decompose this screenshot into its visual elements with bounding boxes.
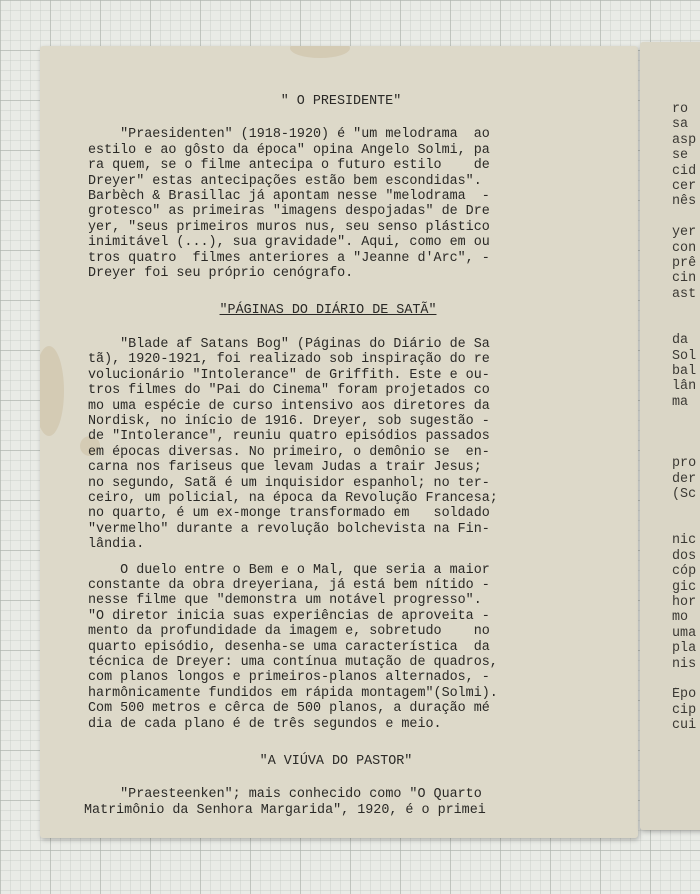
fragment-line: sa (672, 117, 689, 133)
text-line: "Praesidenten" (1918-1920) é "um melodrama ao (88, 127, 490, 143)
fragment-line: ast (672, 286, 697, 302)
fragment-line: hor (672, 595, 697, 610)
text-line: ceiro, um policial, na época da Revolução Francesa; (88, 490, 498, 506)
next-page-fragments (672, 102, 700, 734)
fragment-line (672, 210, 700, 225)
text-line: grotesco" as primeiras "imagens despojadas" de Dre (88, 204, 490, 220)
fragment-line: asp (672, 132, 697, 148)
text-line: Dreyer" estas antecipações estão bem escondidas". (88, 173, 482, 189)
page-text (84, 94, 608, 818)
fragment-line: uma (672, 625, 697, 641)
fragment-line: da (672, 333, 689, 349)
document-page (40, 46, 638, 838)
text-line: nesse filme que "demonstra um notável progresso". (88, 593, 482, 609)
text-line: constante da obra dreyeriana, já está bem nítido - (88, 577, 490, 593)
text-line: Barbèch & Brasillac já apontam nesse "melodrama - (88, 189, 490, 205)
fragment-line: con (672, 240, 697, 256)
text-line: "vermelho" durante a revolução bolchevista na Fin- (88, 521, 490, 537)
text-line: no segundo, Satã é um inquisidor espanhol; no ter- (88, 475, 490, 491)
fragment-line: nic (672, 533, 697, 549)
text-line: "Praesteenken"; mais conhecido como "O Quarto (88, 787, 482, 803)
text-line: harmônicamente fundidos em rápida montagem"(Solmi). (88, 685, 498, 701)
text-line: O duelo entre o Bem e o Mal, que seria a maior (88, 562, 490, 578)
text-line: tã), 1920-1921, foi realizado sob inspiração do re (88, 352, 490, 368)
fragment-line: mo (672, 610, 689, 626)
next-page-edge (640, 42, 700, 830)
fragment-line (672, 426, 700, 441)
text-line: mo uma espécie de curso intensivo aos diretores da (88, 398, 490, 414)
fragment-line (672, 302, 700, 317)
text-line: estilo e ao gôsto da época" opina Angelo Solmi, pa (88, 142, 490, 158)
text-line: mento da profundidade da imagem e, sobretudo no (88, 624, 490, 640)
paper-stain (40, 346, 64, 436)
fragment-line: cer (672, 179, 697, 195)
fragment-line (672, 672, 700, 687)
section-body (84, 787, 608, 818)
fragment-line (672, 318, 700, 333)
text-line: quarto episódio, desenha-se uma característica da (88, 639, 490, 655)
text-line: yer, "seus primeiros muros nus, seu senso plástico (88, 219, 490, 235)
section-body (88, 127, 608, 281)
fragment-line: cui (672, 718, 697, 734)
text-line: lândia. (88, 537, 145, 553)
text-line: Matrimônio da Senhora Margarida", 1920, é o primei (84, 802, 486, 818)
section-body (88, 337, 608, 732)
fragment-line: nis (672, 656, 697, 672)
fragment-line: lân (672, 379, 697, 395)
fragment-line: Épo (672, 687, 697, 703)
text-line: com planos longos e primeiros-planos alternados, - (88, 670, 490, 686)
text-line: volucionário "Intolerance" de Griffith. Este e ou- (88, 367, 490, 383)
section-heading: "A VIÚVA DO PASTOR" (259, 754, 413, 770)
fragment-line: prê (672, 256, 697, 272)
text-line: Com 500 metros e cêrca de 500 planos, a duração mé (88, 701, 490, 717)
text-line: no quarto, é um ex-monge transformado em soldado (88, 506, 490, 522)
text-line: ra quem, se o filme antecipa o futuro estilo de (88, 158, 490, 174)
fragment-line: (Sc (672, 487, 697, 503)
text-line: inimitável (...), sua gravidade". Aqui, como em ou (88, 235, 490, 251)
text-line: em épocas diversas. No primeiro, o demônio se en- (88, 444, 490, 460)
text-line: Nordisk, no início de 1916. Dreyer, sob sugestão - (88, 413, 490, 429)
fragment-line: dos (672, 548, 697, 564)
fragment-line: ma (672, 394, 689, 410)
fragment-line: cóp (672, 564, 697, 580)
fragment-line: cid (672, 163, 697, 179)
fragment-line (672, 410, 700, 425)
text-line: de "Intolerance", reuniu quatro episódios passados (88, 429, 490, 445)
text-line: Dreyer foi seu próprio cenógrafo. (88, 266, 354, 282)
paper-stain (290, 46, 350, 58)
fragment-line: gic (672, 579, 697, 595)
text-line: tros quatro filmes anteriores a "Jeanne d'Arc", - (88, 250, 490, 266)
fragment-line: Sol (672, 348, 697, 364)
fragment-line (672, 503, 700, 518)
fragment-line: pro (672, 456, 697, 472)
fragment-line: bal (672, 363, 697, 379)
text-line: carna nos fariseus que levam Judas a trair Jesus; (88, 460, 482, 476)
text-line: técnica de Dreyer: uma contínua mutação de quadros, (88, 655, 498, 670)
fragment-line (672, 441, 700, 456)
section-heading: "PÁGINAS DO DIÁRIO DE SATÃ" (219, 303, 437, 319)
fragment-line: der (672, 471, 697, 487)
fragment-line: se (672, 148, 689, 164)
fragment-line: yer (672, 225, 697, 241)
fragment-line (672, 518, 700, 533)
text-line: dia de cada plano é de três segundos e meio. (88, 716, 442, 732)
fragment-line: nês (672, 194, 697, 210)
text-line: tros filmes do "Pai do Cinema" foram projetados co (88, 383, 490, 399)
fragment-line: cip (672, 702, 697, 718)
section-heading: " O PRESIDENTE" (280, 94, 402, 109)
fragment-line: pla (672, 641, 697, 657)
text-line: "O diretor inicia suas experiências de aproveita - (88, 608, 490, 624)
fragment-line: ro (672, 102, 689, 117)
text-line: "Blade af Satans Bog" (Páginas do Diário de Sa (88, 336, 490, 352)
fragment-line: cin (672, 271, 697, 287)
